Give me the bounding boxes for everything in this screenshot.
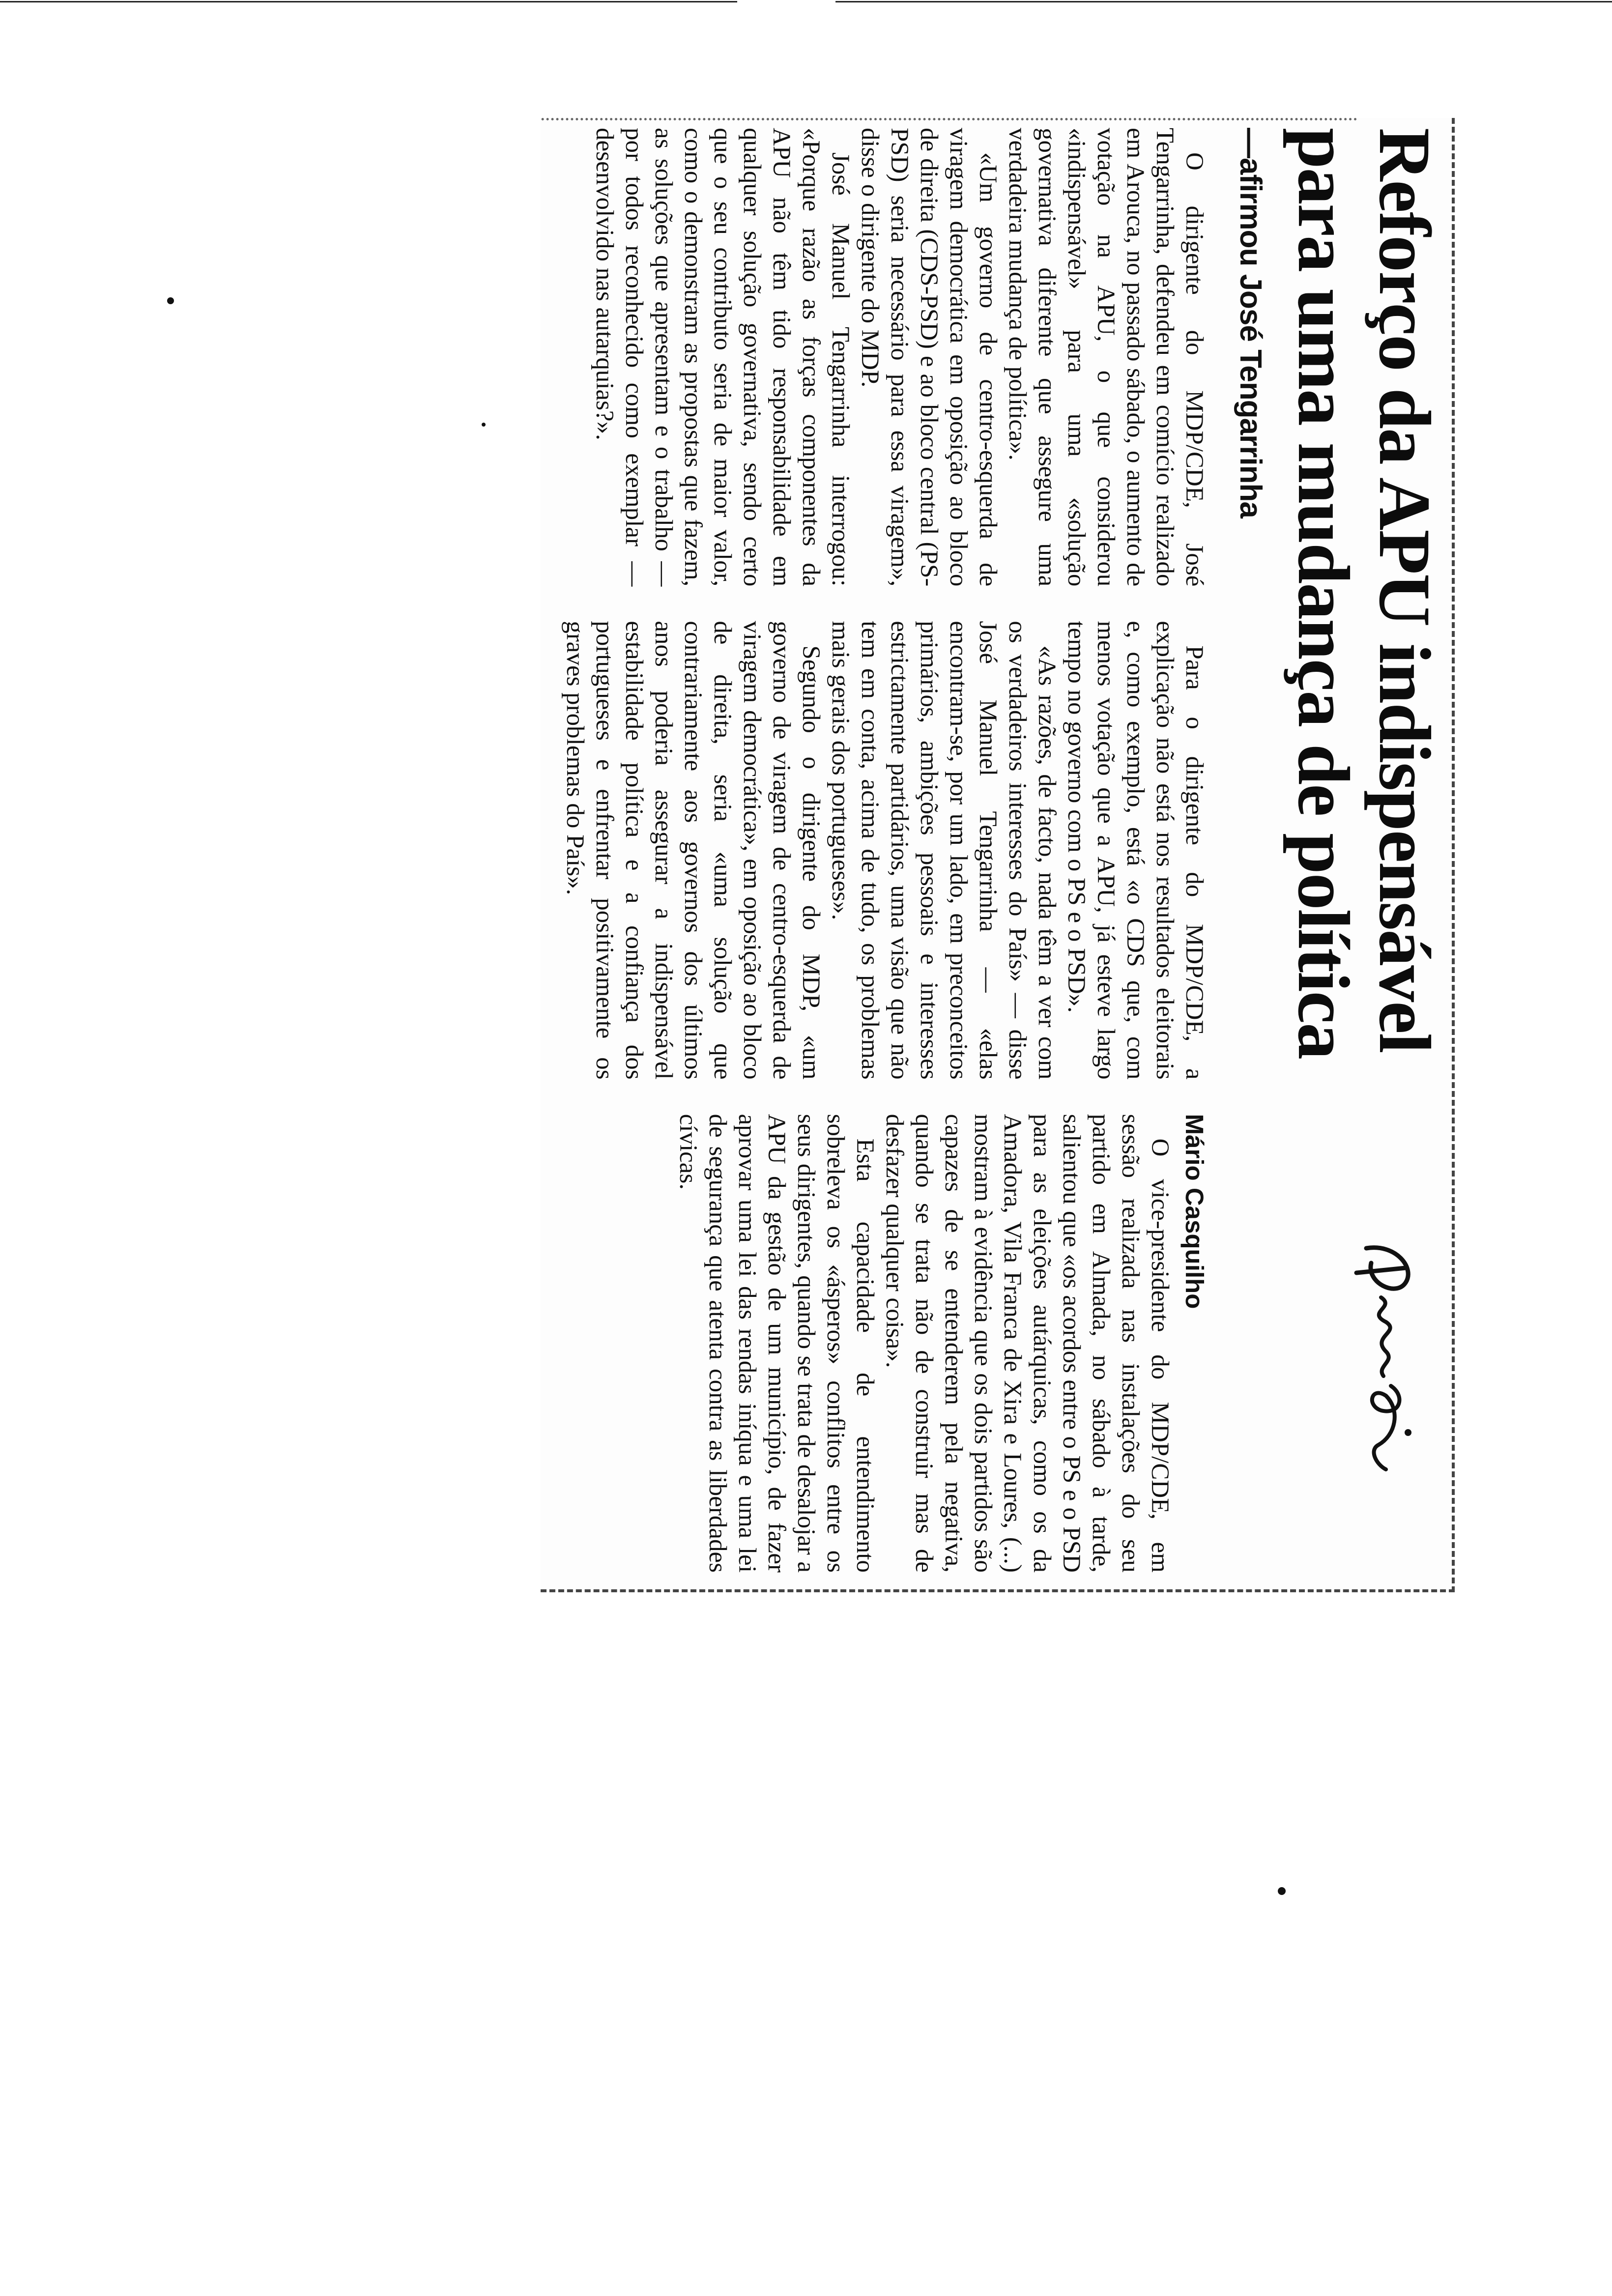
newspaper-clipping	[541, 118, 1455, 1592]
article-paragraph: O vice-presidente do MDP/CDE, em sessão realizada nas instalações do seu partido em Almada, no sábado à tarde, salientou que «os acordos entre o PS e o PSD para as eleições autárquicas, como os da Amadora, Vila Franca de Xira e Loures, (...) mostram à evidência que os dois partidos são capazes de se entenderem pela negativa, quando se trata não de construir mas de desfazer qualquer coisa».	[881, 1114, 1174, 1573]
article-paragraph: Para o dirigente do MDP/CDE, a explicação não está nos resultados eleitorais e, como exemplo, está «o CDS que, com menos votação que a APU, já esteve largo tempo no governo com o PS e o PSD».	[1063, 621, 1208, 1080]
clipping-cut-edge	[541, 118, 1356, 120]
dust-speck	[482, 423, 486, 427]
article-paragraph: José Manuel Tengarrinha interrogou: «Porque razão as forças componentes da APU não têm tido responsabilidade em qualquer solução governativa, sendo certo que o seu contributo seria de maior valor, como o demonstram as propostas que fazem, as soluções que apresentam e o trabalho — por todos reconhecido como exemplar — desenvolvido nas autarquias?».	[591, 128, 854, 587]
article-headline: Reforço da APU indispensável para uma mudança de política	[1283, 128, 1445, 1059]
article-body	[555, 128, 1209, 1573]
clipping-cut-edge	[541, 1589, 1455, 1592]
article-paragraph: O dirigente do MDP/CDE, José Tengarrinha, defendeu em comício realizado em Arouca, no passado sábado, o aumento de votação na APU, o que considerou «indispensável» para uma «solução governativa diferente que assegure uma verdadeira mudança de política».	[1004, 128, 1208, 587]
article-paragraph: Esta capacidade de entendimento sobreleva os «ásperos» conflitos entre os seus dirigentes, quando se trata de desalojar a APU da gestão de um município, de fazer aprovar uma lei das rendas iníqua e uma lei de segurança que atenta contra as liberdades cívicas.	[674, 1114, 879, 1573]
article-paragraph: «Um governo de centro-esquerda de viragem democrática em oposição ao bloco de direita (CDS-PSD) e ao bloco central (PS-PSD) seria necessário para essa viragem», disse o dirigente do MDP.	[856, 128, 1002, 587]
scan-edge-line	[835, 1, 1612, 2]
dust-speck	[167, 297, 174, 304]
article-author: Mário Casquilho	[1180, 1114, 1209, 1309]
article-paragraph: Segundo o dirigente do MDP, «um governo de viragem de centro-esquerda de viragem democrática», em oposição ao bloco de direita, seria «uma solução que contrariamente aos governos dos últimos anos poderia assegurar a indispensável estabilidade política e a confiança dos portugueses e enfrentar positivamente os graves problemas do País».	[561, 621, 825, 1080]
scan-edge-line	[0, 1, 737, 2]
handwritten-note-icon	[1347, 1238, 1425, 1484]
dust-speck	[1278, 1887, 1286, 1895]
article-paragraph: «As razões, de facto, nada têm a ver com os verdadeiros interesses do País» — disse José Manuel Tengarrinha — «elas encontram-se, por um lado, em preconceitos primários, ambições pessoais e interesses estrictamente partidários, uma visão que não tem em conta, acima de tudo, os problemas mais gerais dos portugueses».	[827, 621, 1061, 1080]
article-subheadline: —afirmou José Tengarrinha	[1234, 128, 1267, 518]
clipping-cut-edge	[1452, 118, 1455, 1592]
